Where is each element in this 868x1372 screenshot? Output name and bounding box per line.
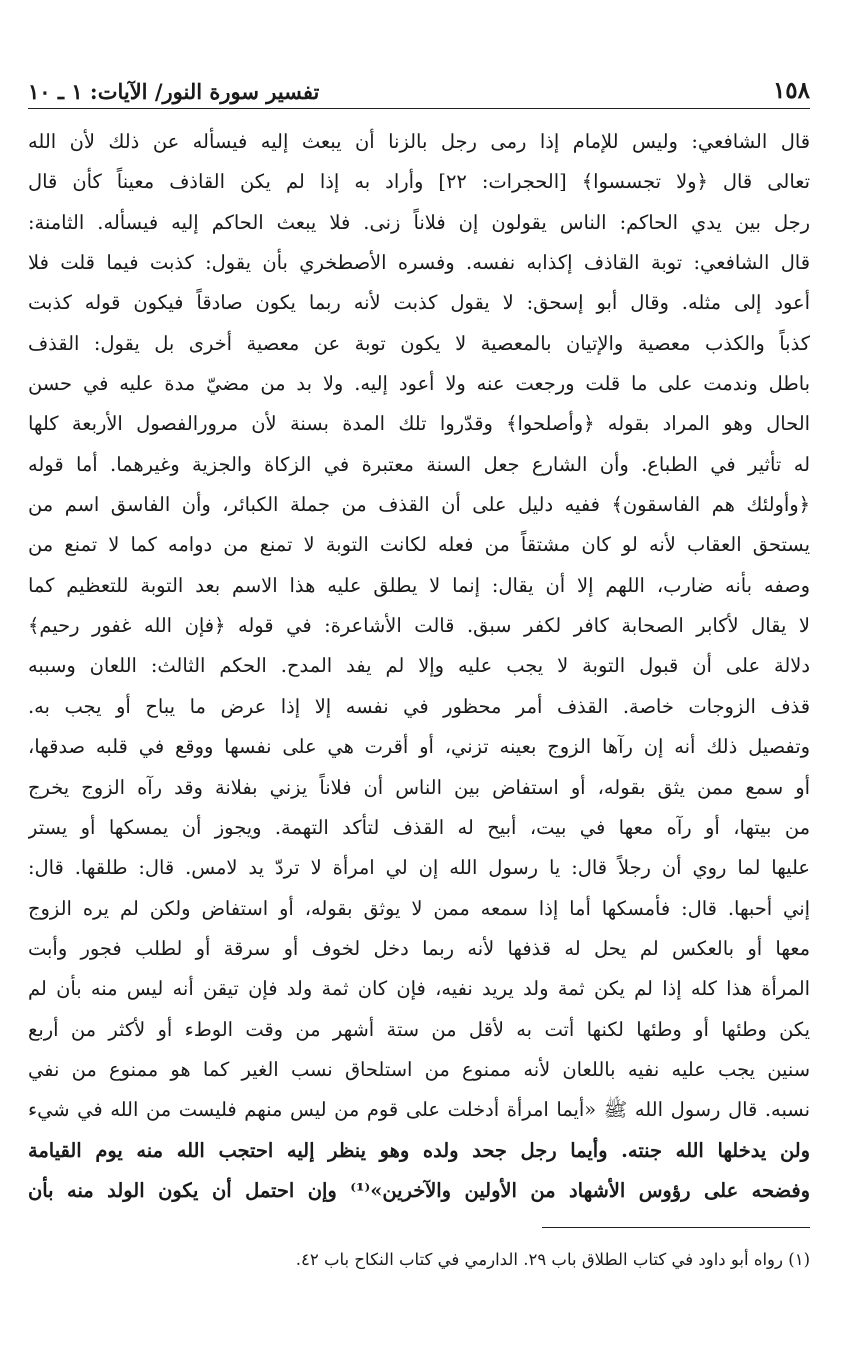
text-line: له تأثير في الطباع. وأن الشارع جعل السنة معتبرة في الزكاة والجزية وغيرهما. أما قوله [28,452,810,476]
text-line: كذباً والكذب معصية والإتيان بالمعصية لا يكون توبة عن معصية أخرى بل يقول: القذف [28,331,810,355]
text-line: إني أحبها. قال: فأمسكها أما إذا سمعه ممن لا يوثق بقوله، أو استفاض ولكن لم يره الزوج [28,896,810,920]
text-line: الحال وهو المراد بقوله ﴿وأصلحوا﴾ وقدّروا تلك المدة بسنة لأن مرورالفصول الأربعة كلها [28,412,810,436]
page-number: ١٥٨ [772,77,810,104]
text-line: من بيتها، أو رآه معها في بيت، أبيح له القذف لتأكد التهمة. ويجوز أن يمسكها أو يستر [28,815,810,839]
text-line: باطل وندمت على ما قلت ورجعت عنه ولا أعود إليه. ولا بد من مضيّ مدة عليه في حسن [28,372,810,396]
text-line: لا يقال لأكابر الصحابة كافر لكفر سبق. قالت الأشاعرة: في قوله ﴿فإن الله غفور رحيم﴾ [28,614,810,638]
text-line: أو سمع ممن يثق بقوله، أو استفاض بين الناس أن فلاناً يزني بفلانة وقد رآه الزوج يخرج [28,775,810,799]
text-line: ولن يدخلها الله جنته. وأيما رجل جحد ولده وهو ينظر إليه احتجب الله منه يوم القيامة [28,1138,810,1162]
text-line: يستحق العقاب لأنه لو كان مشتقاً من فعله لكانت التوبة لا تمنع من دوامه كما لا تمنع من [28,533,810,557]
text-line: وصفه بأنه ضارب، اللهم إلا أن يقال: إنما لا يطلق عليه هذا الاسم بعد التوبة للتعظيم كما [28,573,810,597]
text-line: تعالى قال ﴿ولا تجسسوا﴾ [الحجرات: ٢٢] وأراد به إذا لم يكن القاذف معيناً كأن قال [28,170,810,194]
text-line: رجل بين يدي الحاكم: الناس يقولون إن فلاناً زنى. فلا يبعث الحاكم إليه فيسأله. الثامنة: [28,210,810,234]
text-line: قال الشافعي: توبة القاذف إكذابه نفسه. وفسره الأصطخري بأن يقول: كذبت فيما قلت فلا [28,251,810,275]
text-line: المرأة هذا كله إذا لم يكن ثمة ولد يريد نفيه، فإن كان ثمة ولد فإن تيقن أنه ليس منه بأن لم [28,977,810,1001]
text-line: عليها لما روي أن رجلاً قال: يا رسول الله إن لي امرأة لا تردّ يد لامس. قال: طلقها. قال: [28,856,810,880]
text-line: ﴿وأولئك هم الفاسقون﴾ ففيه دليل على أن القذف من جملة الكبائر، وأن الفاسق اسم من [28,493,810,517]
text-line: معها أو بالعكس لم يحل له قذفها لأنه ربما دخل لخوف أو سرقة أو لطلب فجور وأبت [28,936,810,960]
text-line: وفضحه على رؤوس الأشهاد من الأولين والآخرين»⁽¹⁾ وإن احتمل أن يكون الولد منه بأن [28,1178,810,1202]
footnote-rule [542,1227,810,1228]
text-line: يكن وطئها أو وطئها لكنها أتت به لأقل من ستة أشهر من وقت الوطء أو لأكثر من أربع [28,1017,810,1041]
text-line: نسبه. قال رسول الله ﷺ «أيما امرأة أدخلت على قوم من ليس منهم فليست من الله في شيء [28,1098,810,1122]
page-header [28,72,810,104]
footnote: (١) رواه أبو داود في كتاب الطلاق باب ٢٩. الدارمي في كتاب النكاح باب ٤٢. [295,1250,810,1269]
text-line: قذف الزوجات خاصة. القذف أمر محظور في نفسه إلا إذا عرض ما يباح أو يجب به. [28,694,810,718]
header-rule [28,108,810,109]
text-line: أعود إلى مثله. وقال أبو إسحق: لا يقول كذبت لأنه ربما يكون صادقاً فيكون قوله كذبت [28,291,810,315]
body-text [28,122,810,1211]
text-line: قال الشافعي: وليس للإمام إذا رمى رجل بالزنا أن يبعث إليه فيسأله عن ذلك لأن الله [28,130,810,153]
running-title: تفسير سورة النور/ الآيات: ١ ـ ١٠ [28,79,320,104]
text-line: سنين يجب عليه نفيه باللعان لأنه ممنوع من استلحاق نسب الغير كما هو ممنوع من نفي [28,1057,810,1081]
text-line: وتفصيل ذلك أنه إن رآها الزوج بعينه تزني، أو أقرت هي على نفسها ووقع في قلبه صدقها، [28,735,810,759]
text-line: دلالة على أن قبول التوبة لا يجب عليه وإلا لم يفد المدح. الحكم الثالث: اللعان وسببه [28,654,810,678]
